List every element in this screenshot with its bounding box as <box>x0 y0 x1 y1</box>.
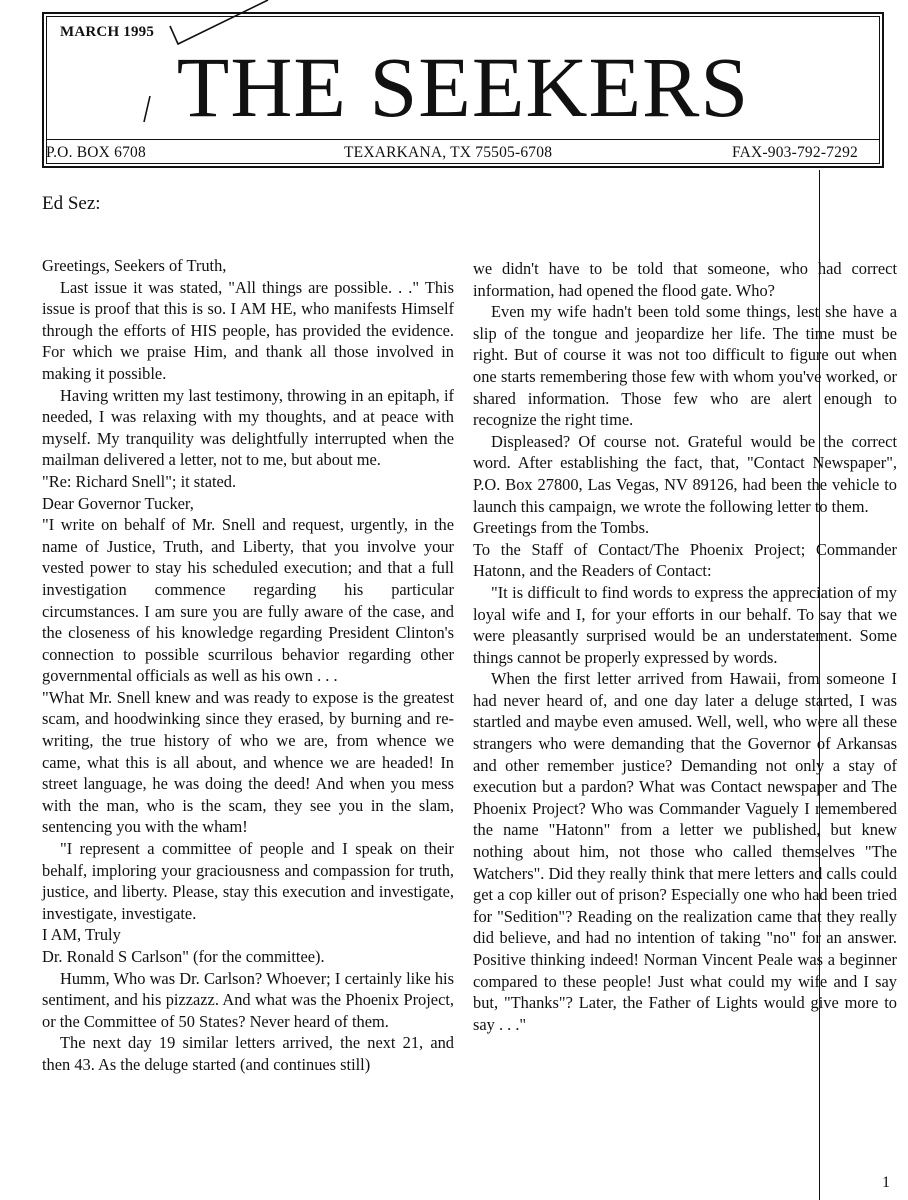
spacer <box>42 236 454 255</box>
paragraph: Last issue it was stated, "All things are possible. . ." This issue is proof that this is so. I AM HE, who manifests Himself through the efforts of HIS people, has provided the evidence. For which we praise Him, and thank all those involved in making it possible. <box>42 277 454 383</box>
paragraph: Even my wife hadn't been told some things, lest she have a slip of the tongue and jeopardize her life. The time must be right. But of course it was not too difficult to figure out when one starts remembering those few with whom you've worked, or shared information. Those few who are alert enough to recognize the right time. <box>473 302 897 430</box>
paragraph: To the Staff of Contact/The Phoenix Project; Commander Hatonn, and the Readers of Contact: <box>473 539 897 581</box>
newsletter-title: THE SEEKERS <box>176 39 750 135</box>
paragraph: "I write on behalf of Mr. Snell and request, urgently, in the name of Justice, Truth, and Liberty, that you involve your vested power to stay his scheduled execution; and that a full investigation commence regarding his particular circumstances. I am sure you are fully aware of the case, and the closeness of his knowledge regarding President Clinton's connection to possible scurrilous behavior regarding other governmental officials as well as his own . . . <box>42 515 454 686</box>
masthead <box>42 12 884 168</box>
issue-date: MARCH 1995 <box>60 24 155 40</box>
right-column <box>473 258 897 1035</box>
city-address: TEXARKANA, TX 75505-6708 <box>344 144 553 161</box>
section-title: Ed Sez: <box>42 193 101 214</box>
paragraph: The next day 19 similar letters arrived, the next 21, and then 43. As the deluge started (and continues still) <box>42 1033 454 1074</box>
paragraph: Greetings, Seekers of Truth, <box>42 256 227 275</box>
paragraph: Having written my last testimony, throwing in an epitaph, if needed, I was relaxing with my thoughts, and at peace with myself. My tranquility was delightfully interrupted when the mailman delivered a letter, not to me, but about me. <box>42 385 454 470</box>
paragraph: I AM, Truly <box>42 925 121 945</box>
paragraph: Greetings from the Tombs. <box>473 518 650 538</box>
paragraph: we didn't have to be told that someone, who had correct information, had opened the flood gate. Who? <box>473 259 897 300</box>
paragraph: Humm, Who was Dr. Carlson? Whoever; I certainly like his sentiment, and his pizzazz. And what was the Phoenix Project, or the Committee of 50 States? Never heard of them. <box>42 968 454 1031</box>
po-box: P.O. BOX 6708 <box>46 144 146 161</box>
paragraph: "I represent a committee of people and I speak on their behalf, imploring your graciousness and compassion for truth, justice, and liberty. Please, stay this execution and investigate, investigate, investigate. <box>42 839 454 923</box>
vertical-pen-line <box>819 170 820 1200</box>
masthead-divider <box>46 139 880 140</box>
fax-number: FAX-903-792-7292 <box>731 144 858 161</box>
paragraph: "It is difficult to find words to express the appreciation of my loyal wife and I, for your efforts in our behalf. To say that we were pleasantly surprised would be an understatement. Some things cannot be properly expressed by words. <box>473 582 897 667</box>
page-number: 1 <box>882 1174 890 1191</box>
paragraph: "What Mr. Snell knew and was ready to expose is the greatest scam, and hoodwinking since they erased, by burning and re-writing, the true history of who we are, from whence we came, what this is all about, and whence we are headed! In street language, he was doing the deed! And when you mess with the man, who is the scam, they see you in the slam, sentencing you with the wham! <box>42 687 454 837</box>
left-column <box>42 236 454 1076</box>
paragraph: Dear Governor Tucker, <box>42 493 194 513</box>
paragraph: "Re: Richard Snell"; it stated. <box>42 471 237 491</box>
paragraph: Dr. Ronald S Carlson" (for the committee). <box>42 947 325 966</box>
paragraph: Displeased? Of course not. Grateful would be the correct word. After establishing the fact, that, "Contact Newspaper", P.O. Box 27800, Las Vegas, NV 89126, had been the vehicle to launch this campaign, we wrote the following letter to them. <box>473 431 897 516</box>
paragraph: When the first letter arrived from Hawaii, from someone I had never heard of, and one day later a deluge started, I was startled and maybe even amused. Well, well, who were all these strangers who were demanding that the Governor of Arkansas and other remember justice? Demanding not only a stay of execution but a pardon? What was Contact newspaper and The Phoenix Project? Who was Commander Vaguely I remembered the name "Hatonn" from a letter we published, but knew nothing about him, not those who called themselves "The Watchers". Did they really think that mere letters and calls could get a cop killer out of prison? Especially one who had been tried for "Sedition"? Reading on the realization came that they really did believe, and had no intention of taking "no" for an answer. Positive thinking indeed! Norman Vincent Peale was a beginner compared to these people! Just what could my wife and I say but, "Thanks"? Later, the Father of Lights would give more to say . . ." <box>473 669 897 1034</box>
